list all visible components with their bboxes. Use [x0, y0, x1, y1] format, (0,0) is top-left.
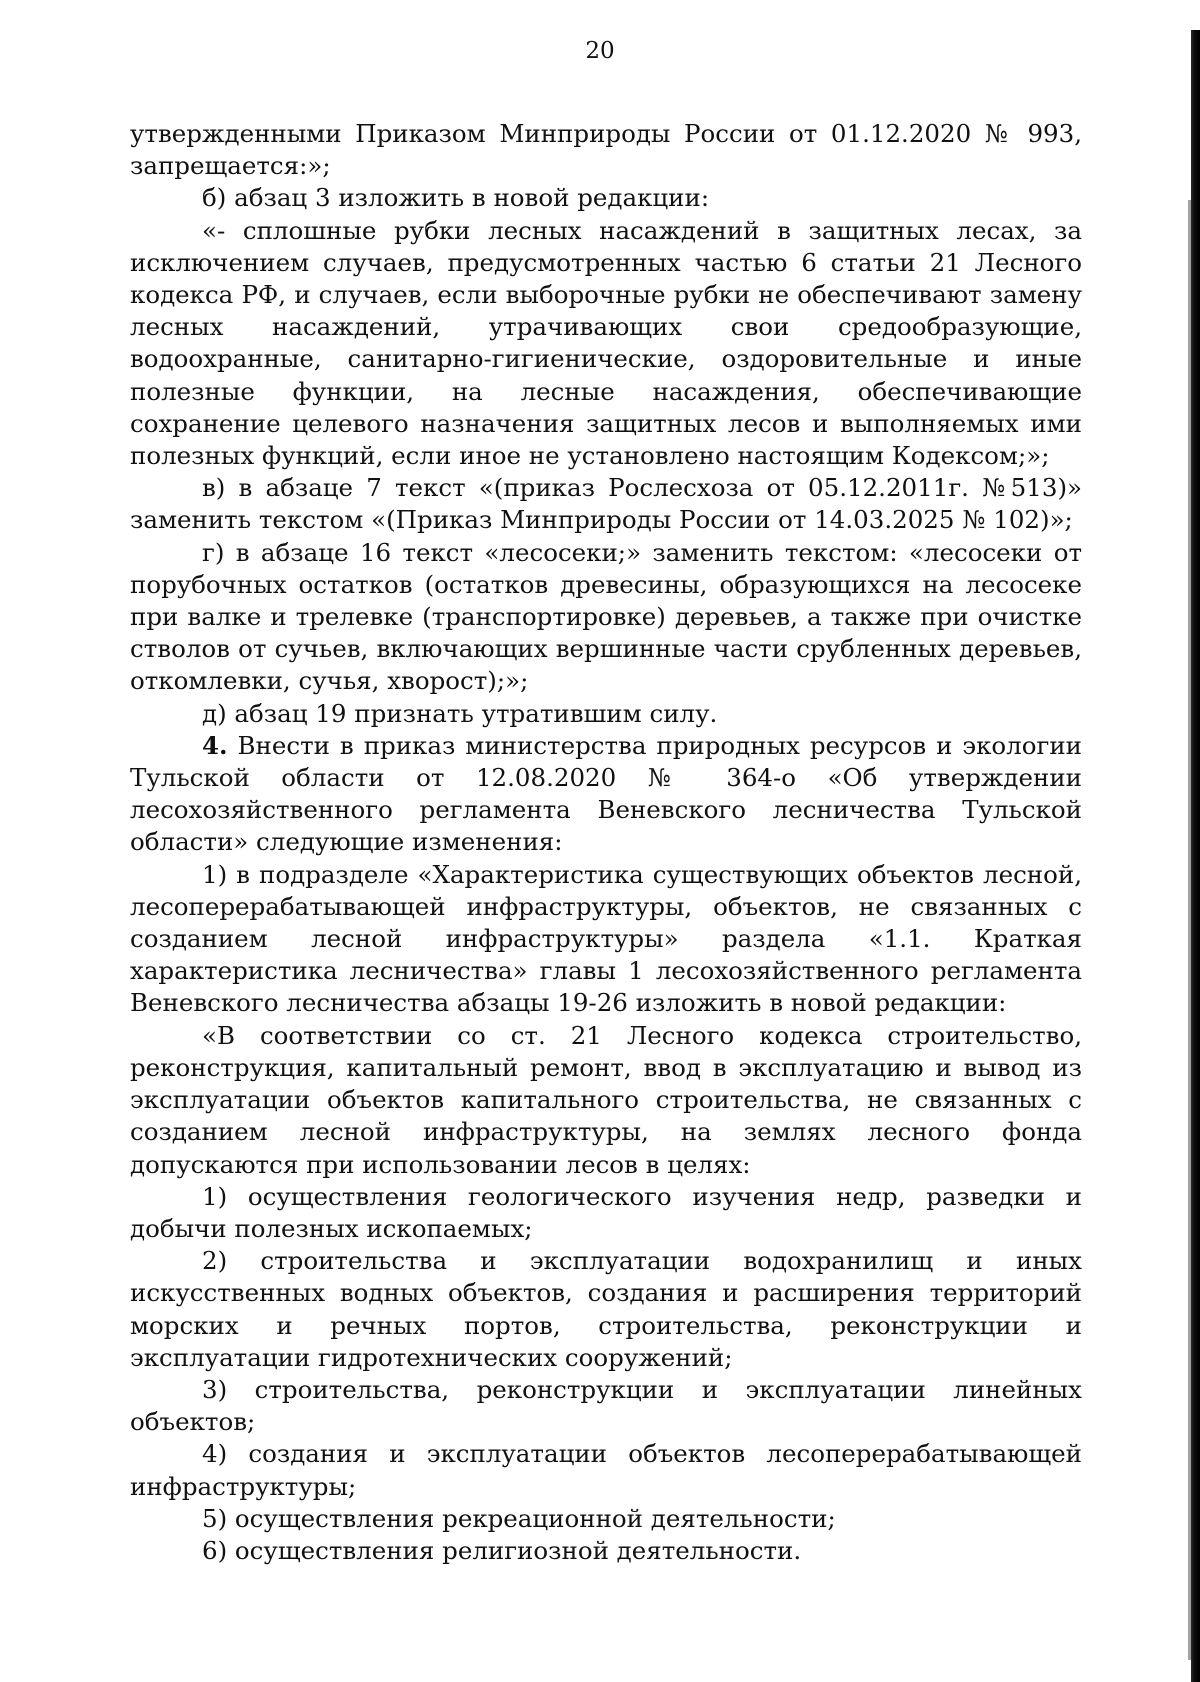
- list-item-1: 1) осуществления геологического изучения недр, разведки и добычи полезных ископаемых;: [130, 1181, 1082, 1243]
- list-item-2: 2) строительства и эксплуатации водохранилищ и иных искусственных водных объектов, создания и расширения территорий морских и речных портов, строительства, реконструкции и эксплуатации гидротехнических сооружений;: [130, 1246, 1082, 1372]
- list-item-6: 6) осуществления религиозной деятельности.: [202, 1535, 802, 1565]
- paragraph-b: б) абзац 3 изложить в новой редакции:: [202, 183, 710, 213]
- list-item-3: 3) строительства, реконструкции и эксплуатации линейных объектов;: [130, 1374, 1082, 1437]
- paragraph-quote-clear-cutting: «- сплошные рубки лесных насаждений в защитных лесах, за исключением случаев, предусмотренных частью 6 статьи 21 Лесного кодекса РФ, и случаев, если выборочные рубки не обеспечивают замену лесных насаждений, утрачивающих свои средообразующие, водоохранные, санитарно-гигиенические, оздоровительные и иные полезные функции, на лесные насаждения, обеспечивающие сохранение целевого назначения защитных лесов и выполняемых ими полезных функций, если иное не установлено настоящим Кодексом;»;: [130, 215, 1082, 471]
- paragraph-continuation: утвержденными Приказом Минприроды России от 01.12.2020 № 993, запрещается:»;: [130, 119, 1082, 181]
- scan-edge-shadow-inner: [1188, 200, 1191, 1660]
- paragraph-g: г) в абзаце 16 текст «лесосеки;» заменить текстом: «лесосеки от порубочных остатков (остатков древесины, образующихся на лесосеке при валке и трелевке (транспортировке) деревьев, а также при очистке стволов от сучьев, включающих вершинные части срубленных деревьев, откомлевки, сучья, хворост);»;: [130, 537, 1082, 696]
- list-item-4: 4) создания и эксплуатации объектов лесоперерабатывающей инфраструктуры;: [130, 1439, 1082, 1501]
- item-4-text: Внести в приказ министерства природных ресурсов и экологии Тульской области от 12.08.2020 № 364-о «Об утверждении лесохозяйственного регламента Веневского лесничества Тульской области» следующие изменения:: [130, 730, 1082, 857]
- paragraph-quote-article-21: «В соответствии со ст. 21 Лесного кодекса строительство, реконструкция, капитальный ремонт, ввод в эксплуатацию и вывод из эксплуатации объектов капитального строительства, не связанных с созданием лесной инфраструктуры, на землях лесного фонда допускаются при использовании лесов в целях:: [130, 1020, 1082, 1179]
- paragraph-subitem-1: 1) в подразделе «Характеристика существующих объектов лесной, лесоперерабатывающей инфраструктуры, объектов, не связанных с созданием лесной инфраструктуры» раздела «1.1. Краткая характеристика лесничества» главы 1 лесохозяйственного регламента Веневского лесничества абзацы 19-26 изложить в новой редакции:: [130, 859, 1082, 1018]
- paragraph-item-4: [130, 730, 1082, 859]
- scan-edge-shadow: [1191, 30, 1200, 1682]
- paragraph-d: д) абзац 19 признать утратившим силу.: [202, 698, 718, 728]
- paragraph-v: в) в абзаце 7 текст «(приказ Рослесхоза от 05.12.2011г. №513)» заменить текстом «(Приказ Минприроды России от 14.03.2025 № 102)»;: [130, 473, 1082, 535]
- item-4-number: 4.: [202, 730, 228, 760]
- document-body: [130, 118, 1082, 1567]
- list-item-5: 5) осуществления рекреационной деятельности;: [202, 1503, 836, 1533]
- page-number: 20: [585, 38, 615, 64]
